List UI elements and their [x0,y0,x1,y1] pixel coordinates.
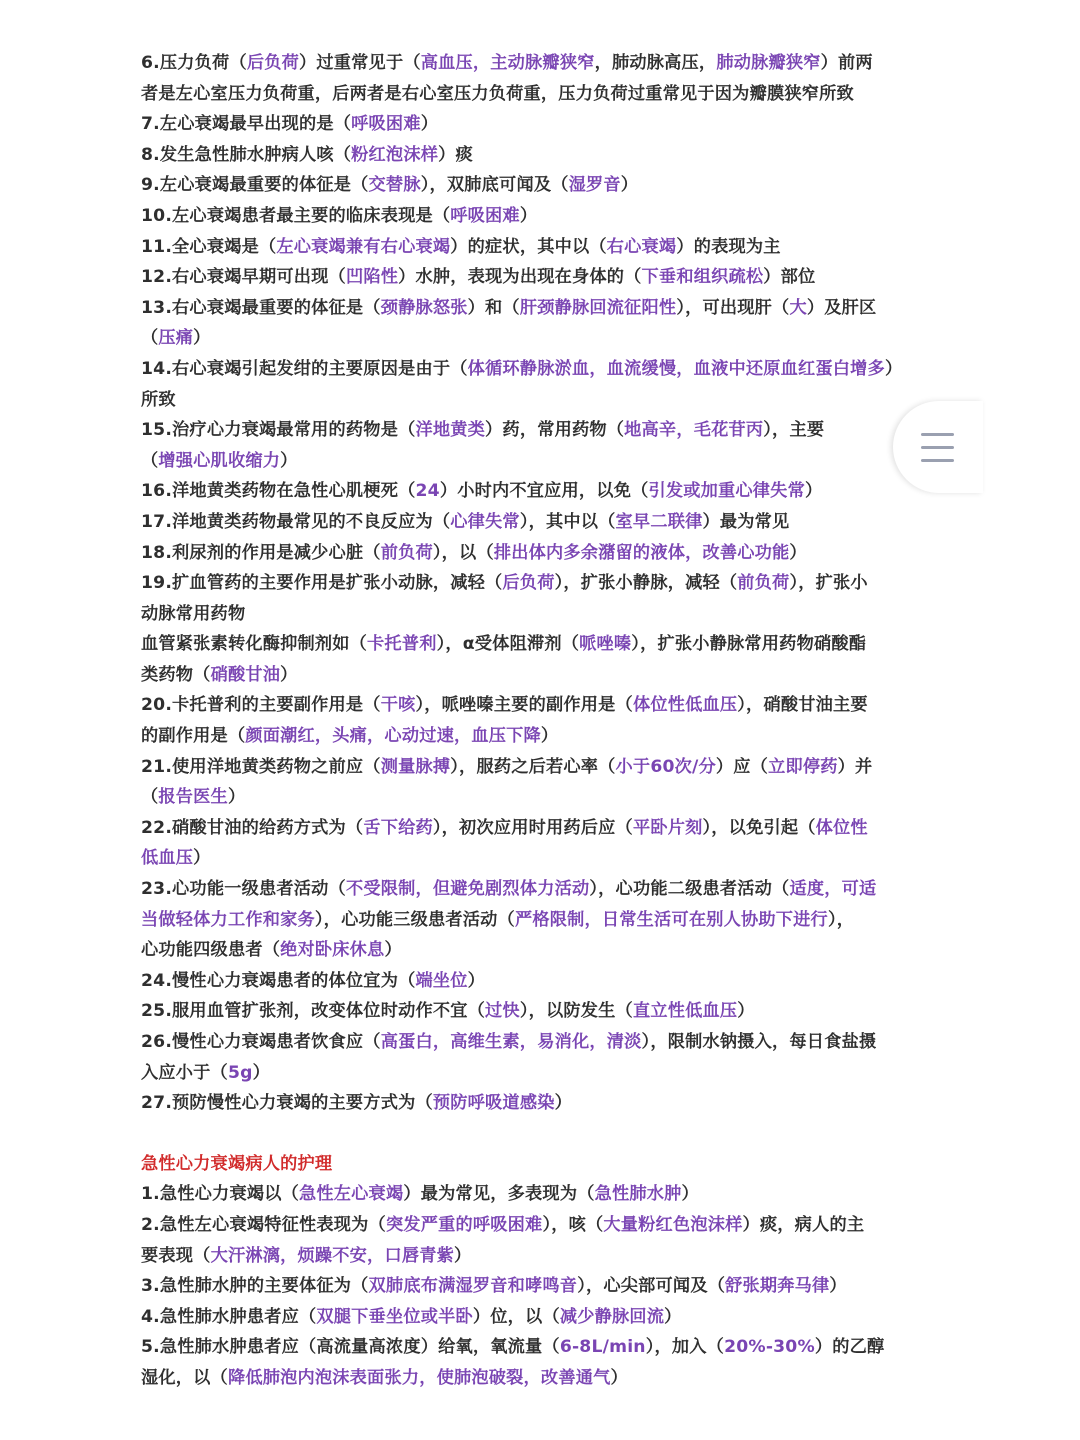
question-text: 血管紧张素转化酶抑制剂如（ [141,634,368,655]
question-item [141,507,963,538]
text-line [141,1271,963,1302]
answer-text: 呼吸困难 [351,114,421,135]
text-line [141,79,963,110]
answer-text: 大汗淋漓，烦躁不安，口唇青紫 [210,1245,454,1266]
question-text: ） [737,1001,755,1022]
answer-text: 减少静脉回流 [559,1306,665,1327]
text-line [141,629,963,660]
answer-text: 颜面潮红，头痛，心动过速，血压下降 [245,726,541,747]
question-text: ） [519,205,538,226]
answer-text: 6-8L/min [559,1337,646,1358]
section-question-list [141,1179,963,1393]
question-text: 17.洋地黄类药物最常见的不良反应为（ [141,511,451,532]
answer-text: 体位性低血压 [632,695,738,716]
answer-text: 干咳 [380,695,416,716]
answer-text: 后负荷 [502,573,555,594]
question-text: 湿化，以（ [141,1367,228,1388]
answer-text: 左心衰竭兼有右心衰竭 [276,236,451,257]
question-text: ） [454,1245,472,1266]
answer-text: 增强心肌收缩力 [158,450,281,471]
question-text: ），以免引起（ [702,817,816,838]
answer-text: 大量粉红色泡沫样 [603,1214,743,1235]
answer-text: 过快 [485,1001,520,1022]
question-text: 13.右心衰竭最重要的体征是（ [141,297,381,318]
question-text: ），双肺底可闻及（ [420,175,569,196]
answer-text: 体循环静脉淤血，血流缓慢，血液中还原血红蛋白增多 [467,358,885,379]
question-text: ，肺动脉高压， [594,53,717,73]
text-line [141,354,963,385]
question-text: 12.右心衰竭早期可出现（ [141,267,346,288]
question-item [141,874,963,966]
text-line [141,476,963,507]
question-text: 20.卡托普利的主要副作用是（ [141,695,381,716]
text-line [141,690,963,721]
question-text: ），心尖部可闻及（ [577,1276,726,1297]
question-text: ），咳（ [542,1214,604,1235]
question-item [141,813,963,874]
text-line [141,446,963,477]
text-line [141,538,963,569]
answer-text: 室早二联律 [615,511,703,532]
question-text: ）药，常用药物（ [485,420,625,441]
answer-text: 凹陷性 [345,267,399,288]
question-text: ），扩张小 [789,573,868,594]
answer-text: 立即停药 [768,756,838,777]
question-text: ） [467,970,486,991]
text-line [141,568,963,599]
question-item [141,568,963,690]
question-text: ） [620,175,639,196]
question-item [141,690,963,751]
question-text: ）部位 [763,267,816,288]
question-text: ）并 [837,756,873,777]
text-line [141,140,963,171]
answer-text: 直立性低血压 [632,1001,738,1022]
answer-text: 24 [415,481,440,502]
answer-text: 洋地黄类 [415,420,486,441]
question-text: ）最为常见，多表现为（ [403,1184,595,1205]
answer-text: 报告医生 [158,787,228,808]
answer-text: 交替脉 [368,175,421,196]
question-text: 25.服用血管扩张剂，改变体位时动作不宜（ [141,1001,486,1022]
question-text: 入应小于（ [141,1062,228,1083]
answer-text: 当做轻体力工作和家务 [141,909,315,930]
question-text: 4.急性肺水肿患者应（ [141,1306,317,1327]
text-line [141,170,963,201]
question-text: 类药物（ [141,664,211,685]
text-line [141,843,963,874]
question-text: ），以防发生（ [519,1001,633,1022]
question-text: （ [141,787,159,808]
question-text: 9.左心衰竭最重要的体征是（ [141,175,369,196]
question-text: 10.左心衰竭患者最主要的临床表现是（ [141,205,451,226]
question-item [141,538,963,569]
question-item [141,262,963,293]
answer-text: 20%-30% [724,1337,815,1358]
question-text: ），服药之后若心率（ [450,756,616,777]
question-text: 21.使用洋地黄类药物之前应（ [141,756,381,777]
text-line [141,966,963,997]
answer-text: 湿罗音 [568,175,621,196]
text-line [141,323,963,354]
answer-text: 粉红泡沫样 [351,144,439,165]
answer-text: 平卧片刻 [632,817,703,838]
question-text: 14.右心衰竭引起发绀的主要原因是由于（ [141,358,468,379]
text-line [141,109,963,140]
question-text: 的副作用是（ [141,726,246,747]
question-text: ），扩张小静脉常用药物硝酸酯 [631,634,867,655]
text-line [141,1088,963,1119]
question-text: ）的乙醇 [814,1337,885,1358]
answer-text: 肺动脉瓣狭窄 [716,53,821,73]
text-line [141,48,963,79]
question-text: 22.硝酸甘油的给药方式为（ [141,817,364,838]
question-item [141,354,963,415]
answer-text: 降低肺泡内泡沫表面张力，使肺泡破裂，改善通气 [227,1367,611,1388]
answer-text: 适度，可适 [789,879,877,900]
answer-text: 高血压，主动脉瓣狭窄 [420,53,595,73]
question-text: 26.慢性心力衰竭患者饮食应（ [141,1032,381,1052]
answer-text: 突发严重的呼吸困难 [385,1214,543,1235]
question-text: ）前两 [820,53,873,73]
question-text: ） [610,1367,628,1388]
question-text: 7.左心衰竭最早出现的是（ [141,114,352,135]
question-text: ） [554,1093,572,1114]
question-text: 8.发生急性肺水肿病人咳（ [141,144,352,165]
answer-text: 引发或加重心律失常 [648,481,805,502]
answer-text: 前负荷 [737,573,790,594]
text-line [141,1241,963,1272]
question-text: 6.压力负荷（ [141,53,247,73]
question-text: 23.心功能一级患者活动（ [141,879,346,900]
question-text: ）小时内不宜应用，以免（ [439,481,649,502]
question-text: ） [193,328,211,349]
text-line [141,1179,963,1210]
question-item [141,966,963,997]
question-text: ），哌唑嗪主要的副作用是（ [415,695,633,716]
question-text: 24.慢性心力衰竭患者的体位宜为（ [141,970,416,991]
text-line [141,385,963,416]
question-text: 15.治疗心力衰竭最常用的药物是（ [141,420,416,441]
question-text: 16.洋地黄类药物在急性心肌梗死（ [141,481,416,502]
answer-text: 颈静脉怒张 [380,297,468,318]
question-text: ），其中以（ [519,511,616,532]
question-item [141,109,963,140]
text-line [141,1210,963,1241]
question-text: 动脉常用药物 [141,603,246,624]
answer-text: 急性肺水肿 [594,1184,682,1205]
question-text: 27.预防慢性心力衰竭的主要方式为（ [141,1093,433,1114]
answer-text: 舌下给药 [363,817,433,838]
question-text: ），加入（ [645,1337,725,1358]
answer-text: 硝酸甘油 [210,664,281,685]
text-line [141,1332,963,1363]
question-text: ） [384,940,402,961]
answer-text: 小于60次/分 [615,756,716,777]
text-line [141,507,963,538]
text-line [141,996,963,1027]
acute-question-item [141,1332,963,1393]
text-line [141,415,963,446]
answer-text: 5g [227,1062,253,1083]
question-text: ）， [827,909,855,930]
question-text: ），主要 [763,420,825,441]
question-item [141,140,963,171]
question-item [141,1088,963,1119]
answer-text: 不受限制，但避免剧烈体力活动 [345,879,590,900]
answer-text: 低血压 [141,848,194,869]
answer-text: 预防呼吸道感染 [432,1093,555,1114]
question-text: 19.扩血管药的主要作用是扩张小动脉，减轻（ [141,573,503,594]
acute-question-item [141,1179,963,1210]
question-text: ）痰，病人的主 [742,1214,865,1235]
answer-text: 大 [789,297,807,318]
question-text: ），可出现肝（ [676,297,790,318]
question-text: ） [804,481,823,502]
answer-text: 压痛 [158,328,194,349]
question-text: ），心功能三级患者活动（ [314,909,515,930]
answer-text: 哌唑嗪 [579,634,632,655]
question-text: 所致 [141,389,176,410]
answer-text: 体位性 [815,817,868,838]
question-text: 者是左心室压力负荷重，后两者是右心室压力负荷重，压力负荷过重常见于因为瓣膜狭窄所致 [141,83,854,104]
answer-text: 测量脉搏 [380,756,451,777]
section-title: 急性心力衰竭病人的护理 [141,1153,333,1174]
answer-text: 舒张期奔马律 [725,1276,830,1297]
question-text: ）最为常见 [702,511,790,532]
answer-text: 心律失常 [450,511,520,532]
text-line [141,721,963,752]
question-text: ） [280,664,298,685]
question-text: （ [141,450,159,471]
question-text: ）水肿，表现为出现在身体的（ [398,267,642,288]
question-text: ） [681,1184,699,1205]
answer-text: 严格限制，日常生活可在别人协助下进行 [514,909,828,930]
text-line [141,262,963,293]
text-line [141,1027,963,1058]
question-item [141,48,963,109]
question-text: ） [193,848,211,869]
answer-text: 绝对卧床休息 [280,940,385,961]
answer-text: 排出体内多余潴留的液体，改善心功能 [493,542,790,563]
question-item [141,752,963,813]
question-text: ） [664,1306,682,1327]
question-text: ），硝酸甘油主要 [737,695,868,716]
text-line [141,813,963,844]
hamburger-menu-icon [921,433,954,436]
text-line [141,874,963,905]
question-text: 18.利尿剂的作用是减少心脏（ [141,542,381,563]
answer-text: 卡托普利 [367,634,437,655]
question-text: 要表现（ [141,1245,211,1266]
text-line [141,752,963,783]
question-text: ）的表现为主 [676,236,781,257]
floating-menu-button[interactable] [893,401,983,493]
text-line [141,1363,963,1394]
acute-question-item [141,1302,963,1333]
acute-question-item [141,1271,963,1302]
question-text: ）和（ [467,297,520,318]
answer-text: 急性左心衰竭 [299,1184,404,1205]
question-text: 2.急性左心衰竭特征性表现为（ [141,1214,386,1235]
question-text: ），以（ [432,542,494,563]
question-text: 5.急性肺水肿患者应（高流量高浓度）给氧，氧流量（ [141,1337,560,1358]
answer-text: 双腿下垂坐位或半卧 [316,1306,473,1327]
question-item [141,1027,963,1088]
text-line [141,782,963,813]
question-item [141,415,963,476]
answer-text: 后负荷 [246,53,299,73]
answer-text: 端坐位 [415,970,468,991]
question-item [141,476,963,507]
answer-text: 下垂和组织疏松 [641,267,764,288]
text-line [141,293,963,324]
answer-text: 双肺底布满湿罗音和哮鸣音 [368,1276,578,1297]
question-text: 心功能四级患者（ [141,940,281,961]
text-line [141,232,963,263]
answer-text: 前负荷 [380,542,433,563]
question-list [141,48,963,1119]
question-item [141,232,963,263]
question-text: ），扩张小静脉，减轻（ [554,573,738,594]
question-item [141,201,963,232]
question-text: ）位，以（ [472,1306,560,1327]
text-line [141,1302,963,1333]
question-text: 1.急性心力衰竭以（ [141,1184,299,1205]
question-text: ） [420,114,439,135]
answer-text: 右心衰竭 [606,236,677,257]
text-line [141,660,963,691]
question-text: ）及肝区 [806,297,877,318]
answer-text: 呼吸困难 [450,205,520,226]
question-text: ），α受体阻滞剂（ [436,634,580,655]
question-text: ） [789,542,807,563]
answer-text: 肝颈静脉回流征阳性 [519,297,677,318]
answer-text: 高蛋白，高维生素，易消化，清淡 [380,1032,642,1052]
acute-question-item [141,1210,963,1271]
question-text: （ [141,328,159,349]
document-body [141,48,963,1394]
question-item [141,293,963,354]
question-text: 11.全心衰竭是（ [141,236,277,257]
question-text: ），心功能二级患者活动（ [589,879,790,900]
question-text: ） [540,726,559,747]
question-text: ） [829,1276,847,1297]
question-text: ）应（ [715,756,769,777]
question-text: ）过重常见于（ [299,53,421,73]
question-text: ）的症状，其中以（ [450,236,607,257]
question-text: ） [280,450,298,471]
question-text: ）痰 [438,144,473,165]
question-item [141,170,963,201]
question-item [141,996,963,1027]
question-text: ） [227,787,246,808]
text-line [141,1058,963,1089]
text-line [141,599,963,630]
question-text: ） [884,358,903,379]
text-line [141,201,963,232]
question-text: ），限制水钠摄入，每日食盐摄 [641,1032,877,1052]
question-text: ） [252,1062,271,1083]
answer-text: 地高辛，毛花苷丙 [624,420,764,441]
question-text: ），初次应用时用药后应（ [432,817,633,838]
text-line [141,935,963,966]
question-text: 3.急性肺水肿的主要体征为（ [141,1276,369,1297]
text-line [141,905,963,936]
